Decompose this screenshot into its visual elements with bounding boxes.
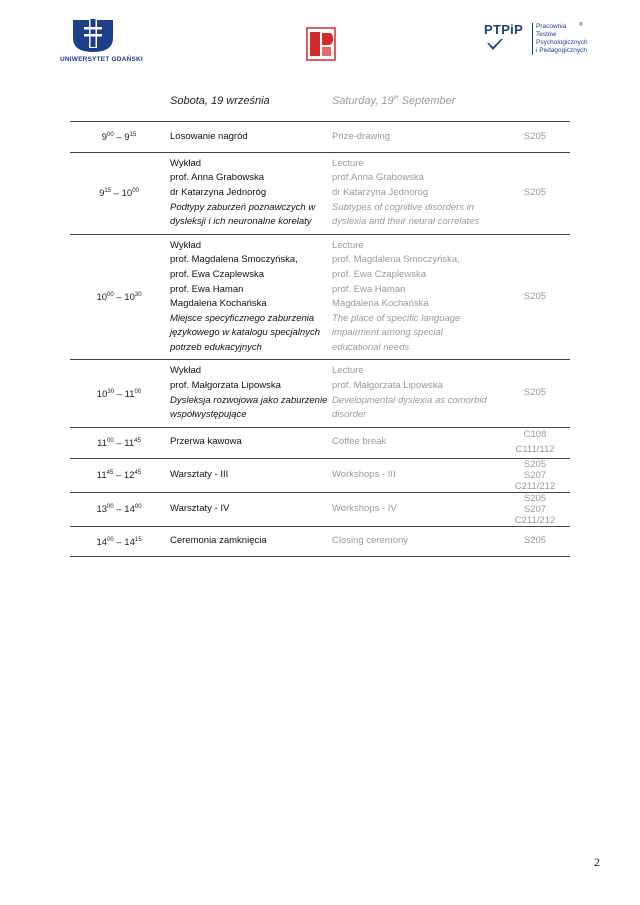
schedule-row	[70, 122, 570, 153]
time-separator: –	[113, 504, 125, 516]
time-hour: 9	[99, 188, 105, 200]
room-code: S207	[523, 503, 547, 515]
time-hour: 9	[124, 132, 130, 144]
day-heading-pl: Sobota, 19 września	[170, 95, 270, 107]
room-code: S205	[523, 492, 547, 504]
polish-italic-line: Podtypy zaburzeń poznawczych w	[170, 201, 316, 213]
time-hour: 12	[123, 470, 135, 482]
english-line: Coffee break	[332, 436, 387, 448]
time-minutes: 45	[134, 470, 142, 477]
polish-line: Magdalena Kochańska	[170, 298, 267, 310]
schedule-row	[70, 152, 570, 234]
english-italic-line: dyslexia and their neural correlates	[332, 216, 480, 228]
english-line: prof. Ewa Haman	[332, 283, 406, 295]
english-line: Magdalena Kochańska	[332, 298, 429, 310]
polish-italic-line: Miejsce specyficznego zaburzenia	[170, 312, 315, 324]
time-minutes: 00	[107, 437, 114, 444]
room-code: S205	[523, 290, 547, 302]
ptpip-name-line: i Pedagogicznych	[536, 47, 587, 54]
room-cell	[500, 360, 570, 427]
time-separator: –	[114, 388, 125, 400]
room-code: S205	[523, 387, 547, 399]
time-hour: 11	[124, 438, 135, 449]
schedule-row	[70, 458, 570, 492]
room-code: C211/212	[514, 480, 556, 492]
time-minutes: 00	[107, 132, 114, 138]
schedule-body	[70, 122, 570, 557]
polish-line: prof. Ewa Haman	[170, 283, 244, 295]
time-hour: 10	[96, 388, 108, 400]
room-cell	[500, 427, 570, 458]
english-description-cell	[332, 234, 500, 360]
polish-italic-line: językowego w katalogu specjalnych	[170, 327, 320, 339]
time-cell	[70, 152, 168, 234]
time-hour: 9	[101, 132, 108, 144]
polish-line: Warsztaty - III	[170, 468, 229, 480]
polish-line: Ceremonia zamknięcia	[170, 535, 267, 547]
schedule-row	[70, 234, 570, 360]
polish-line: prof. Magdalena Smoczyńska,	[170, 254, 298, 266]
polish-line: prof. Anna Grabowska	[170, 172, 264, 184]
time-minutes: 00	[107, 292, 114, 299]
time-cell	[70, 427, 168, 458]
english-description-cell	[332, 152, 500, 234]
english-description-cell	[332, 458, 500, 492]
time-cell	[70, 360, 168, 427]
polish-line: dr Katarzyna Jednoróg	[170, 186, 267, 198]
english-italic-line: Developmental dyslexia as comorbid	[332, 394, 487, 406]
day-heading-en	[332, 95, 455, 107]
time-separator: –	[113, 132, 125, 144]
polish-line: prof. Małgorzata Lipowska	[170, 380, 281, 392]
polish-description-cell	[168, 122, 332, 153]
time-hour: 14	[124, 536, 135, 548]
time-minutes: 30	[134, 292, 142, 299]
registered-mark: ®	[579, 22, 583, 28]
room-cell	[500, 526, 570, 557]
english-line: Lecture	[332, 365, 364, 377]
polish-italic-line: dysleksji i ich neuronalne korelaty	[170, 216, 312, 228]
university-logo	[60, 18, 143, 63]
room-cell	[500, 122, 570, 153]
schedule-row	[70, 427, 570, 458]
time-minutes: 45	[134, 437, 141, 444]
polish-italic-line: współwystępujące	[170, 409, 247, 421]
english-description-cell	[332, 122, 500, 153]
polish-italic-line: Dysleksja rozwojowa jako zaburzenie	[170, 394, 328, 406]
room-code: S207	[523, 469, 547, 481]
time-separator: –	[111, 188, 122, 200]
english-line: Lecture	[332, 157, 364, 169]
english-description-cell	[332, 492, 500, 526]
polish-description-cell	[168, 427, 332, 458]
room-code: S205	[523, 186, 547, 198]
conference-emblem-icon	[306, 27, 336, 61]
polish-italic-line: potrzeb edukacyjnych	[170, 341, 262, 353]
room-code: S205	[523, 130, 547, 142]
ptpip-name-line: Testów	[536, 31, 557, 38]
english-description-cell	[332, 360, 500, 427]
english-line: Prize-drawing	[332, 130, 391, 142]
polish-line: Losowanie nagród	[170, 130, 248, 142]
polish-line: prof. Ewa Czaplewska	[170, 268, 264, 280]
english-line: prof.Anna Grabowska	[332, 172, 424, 184]
page-number: 2	[594, 855, 600, 869]
time-minutes: 45	[106, 470, 114, 477]
time-cell	[70, 234, 168, 360]
schedule-row	[70, 526, 570, 557]
ptpip-acronym: PTPiP	[484, 22, 524, 37]
polish-description-cell	[168, 526, 332, 557]
time-cell	[70, 122, 168, 153]
day-heading-en-sup: th	[393, 95, 399, 102]
english-line: prof. Ewa Czaplewska	[332, 268, 426, 280]
time-hour: 10	[96, 292, 108, 304]
polish-line: Warsztaty - IV	[170, 502, 230, 514]
english-line: prof. Magdalena Smoczyńska,	[332, 254, 460, 266]
english-italic-line: impairment among special	[332, 327, 443, 339]
ptpip-logo	[484, 22, 594, 66]
day-heading-en-main: Saturday, 19	[332, 95, 394, 107]
time-cell	[70, 492, 168, 526]
time-separator: –	[113, 470, 124, 482]
english-line: prof. Małgorzata Lipowska	[332, 380, 443, 392]
page-header	[0, 0, 640, 90]
polish-line: Wykład	[170, 365, 202, 377]
english-line: Workshops - IV	[332, 502, 397, 514]
room-cell	[500, 234, 570, 360]
checkmark-icon	[486, 38, 504, 52]
polish-description-cell	[168, 360, 332, 427]
time-minutes: 00	[132, 188, 139, 195]
university-name: UNIWERSYTET GDAŃSKI	[60, 56, 143, 63]
time-cell	[70, 458, 168, 492]
schedule-row	[70, 492, 570, 526]
room-cell	[500, 458, 570, 492]
time-cell	[70, 526, 168, 557]
time-hour: 11	[124, 388, 135, 400]
time-hour: 10	[121, 188, 133, 200]
polish-line: Wykład	[170, 239, 202, 251]
polish-line: Wykład	[170, 157, 202, 169]
room-code: C111/112	[515, 443, 555, 455]
english-description-cell	[332, 526, 500, 557]
polish-description-cell	[168, 458, 332, 492]
english-description-cell	[332, 427, 500, 458]
time-minutes: 30	[107, 388, 115, 395]
time-minutes: 00	[134, 504, 142, 511]
polish-description-cell	[168, 234, 332, 360]
time-separator: –	[113, 536, 125, 548]
time-minutes: 00	[134, 388, 142, 395]
english-italic-line: Subtypes of cognitive disorders in	[332, 201, 475, 213]
time-minutes: 15	[134, 536, 142, 543]
ptpip-name-line: Pracownia	[536, 23, 567, 30]
time-separator: –	[113, 438, 125, 449]
room-cell	[500, 492, 570, 526]
time-hour: 14	[96, 536, 108, 548]
english-line: Lecture	[332, 239, 364, 251]
time-minutes: 15	[104, 188, 112, 195]
english-line: dr Katarzyna Jednoróg	[332, 186, 429, 198]
english-italic-line: The place of specific language	[332, 312, 461, 324]
schedule-table	[70, 121, 570, 557]
polish-description-cell	[168, 152, 332, 234]
time-minutes: 15	[129, 132, 137, 138]
english-line: Closing ceremony	[332, 535, 409, 547]
room-code: C108	[523, 429, 547, 441]
room-code: S205	[523, 458, 547, 470]
english-italic-line: educational needs	[332, 341, 410, 353]
polish-line: Przerwa kawowa	[170, 436, 242, 448]
room-code: C211/212	[514, 514, 556, 526]
time-hour: 11	[97, 438, 108, 449]
room-code: S205	[523, 535, 547, 547]
english-line: Workshops - III	[332, 468, 396, 480]
schedule-row	[70, 360, 570, 427]
time-hour: 13	[96, 504, 108, 516]
time-minutes: 00	[107, 504, 114, 511]
conference-logo	[306, 27, 336, 66]
university-crest-icon	[69, 18, 117, 54]
polish-description-cell	[168, 492, 332, 526]
time-minutes: 00	[107, 536, 114, 543]
english-italic-line: disorder	[332, 409, 367, 421]
ptpip-name-line: Psychologicznych	[536, 39, 588, 46]
room-cell	[500, 152, 570, 234]
time-hour: 10	[124, 292, 135, 304]
time-separator: –	[113, 292, 125, 304]
time-hour: 14	[124, 504, 135, 516]
day-heading-en-tail: September	[398, 95, 456, 107]
time-hour: 11	[96, 470, 107, 482]
